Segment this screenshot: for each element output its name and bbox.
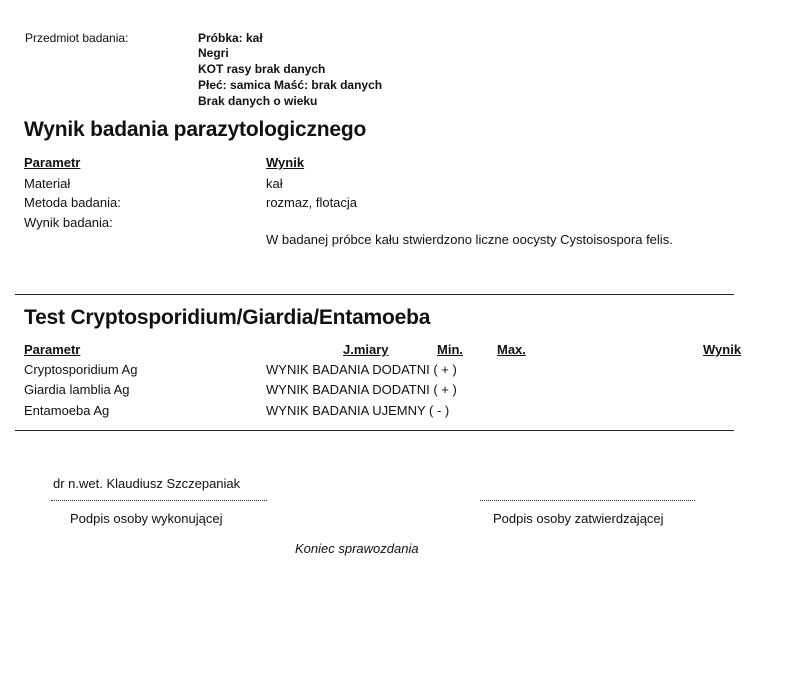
parasitology-col-result: Wynik [266, 155, 305, 170]
subject-label: Przedmiot badania: [25, 31, 129, 45]
parasitology-value-method: rozmaz, flotacja [266, 195, 358, 210]
parasitology-conclusion: W badanej próbce kału stwierdzono liczne oocysty Cystoisospora felis. [266, 232, 673, 247]
test-value-giardia: WYNIK BADANIA DODATNI ( + ) [266, 382, 457, 397]
report-end: Koniec sprawozdania [295, 541, 419, 556]
test-param-entamoeba: Entamoeba Ag [24, 403, 110, 418]
section-divider [15, 294, 734, 295]
test-param-cryptosporidium: Cryptosporidium Ag [24, 362, 138, 377]
test-col-param: Parametr [24, 342, 81, 357]
test-value-entamoeba: WYNIK BADANIA UJEMNY ( - ) [266, 403, 450, 418]
parasitology-param-method: Metoda badania: [24, 195, 121, 210]
test-param-giardia: Giardia lamblia Ag [24, 382, 130, 397]
parasitology-param-material: Materiał [24, 176, 71, 191]
section-divider-bottom [15, 430, 734, 431]
parasitology-col-param: Parametr [24, 155, 81, 170]
test-col-max: Max. [497, 342, 526, 357]
subject-line-sample: Próbka: kał [198, 31, 263, 45]
parasitology-value-material: kał [266, 176, 283, 191]
test-col-unit: J.miary [343, 342, 389, 357]
approver-signature-line [480, 500, 695, 501]
test-col-result: Wynik [703, 342, 742, 357]
subject-line-age: Brak danych o wieku [198, 94, 318, 108]
subject-line-sex-color: Płeć: samica Maść: brak danych [198, 78, 383, 92]
performer-caption: Podpis osoby wykonującej [70, 511, 223, 526]
parasitology-title: Wynik badania parazytologicznego [24, 118, 367, 141]
parasitology-param-result: Wynik badania: [24, 215, 113, 230]
subject-line-name: Negri [198, 46, 229, 60]
performer-signature-line [51, 500, 267, 501]
approver-caption: Podpis osoby zatwierdzającej [493, 511, 664, 526]
subject-line-species: KOT rasy brak danych [198, 62, 326, 76]
test-value-cryptosporidium: WYNIK BADANIA DODATNI ( + ) [266, 362, 457, 377]
performer-name: dr n.wet. Klaudiusz Szczepaniak [53, 476, 241, 491]
test-title: Test Cryptosporidium/Giardia/Entamoeba [24, 306, 431, 329]
test-col-min: Min. [437, 342, 463, 357]
